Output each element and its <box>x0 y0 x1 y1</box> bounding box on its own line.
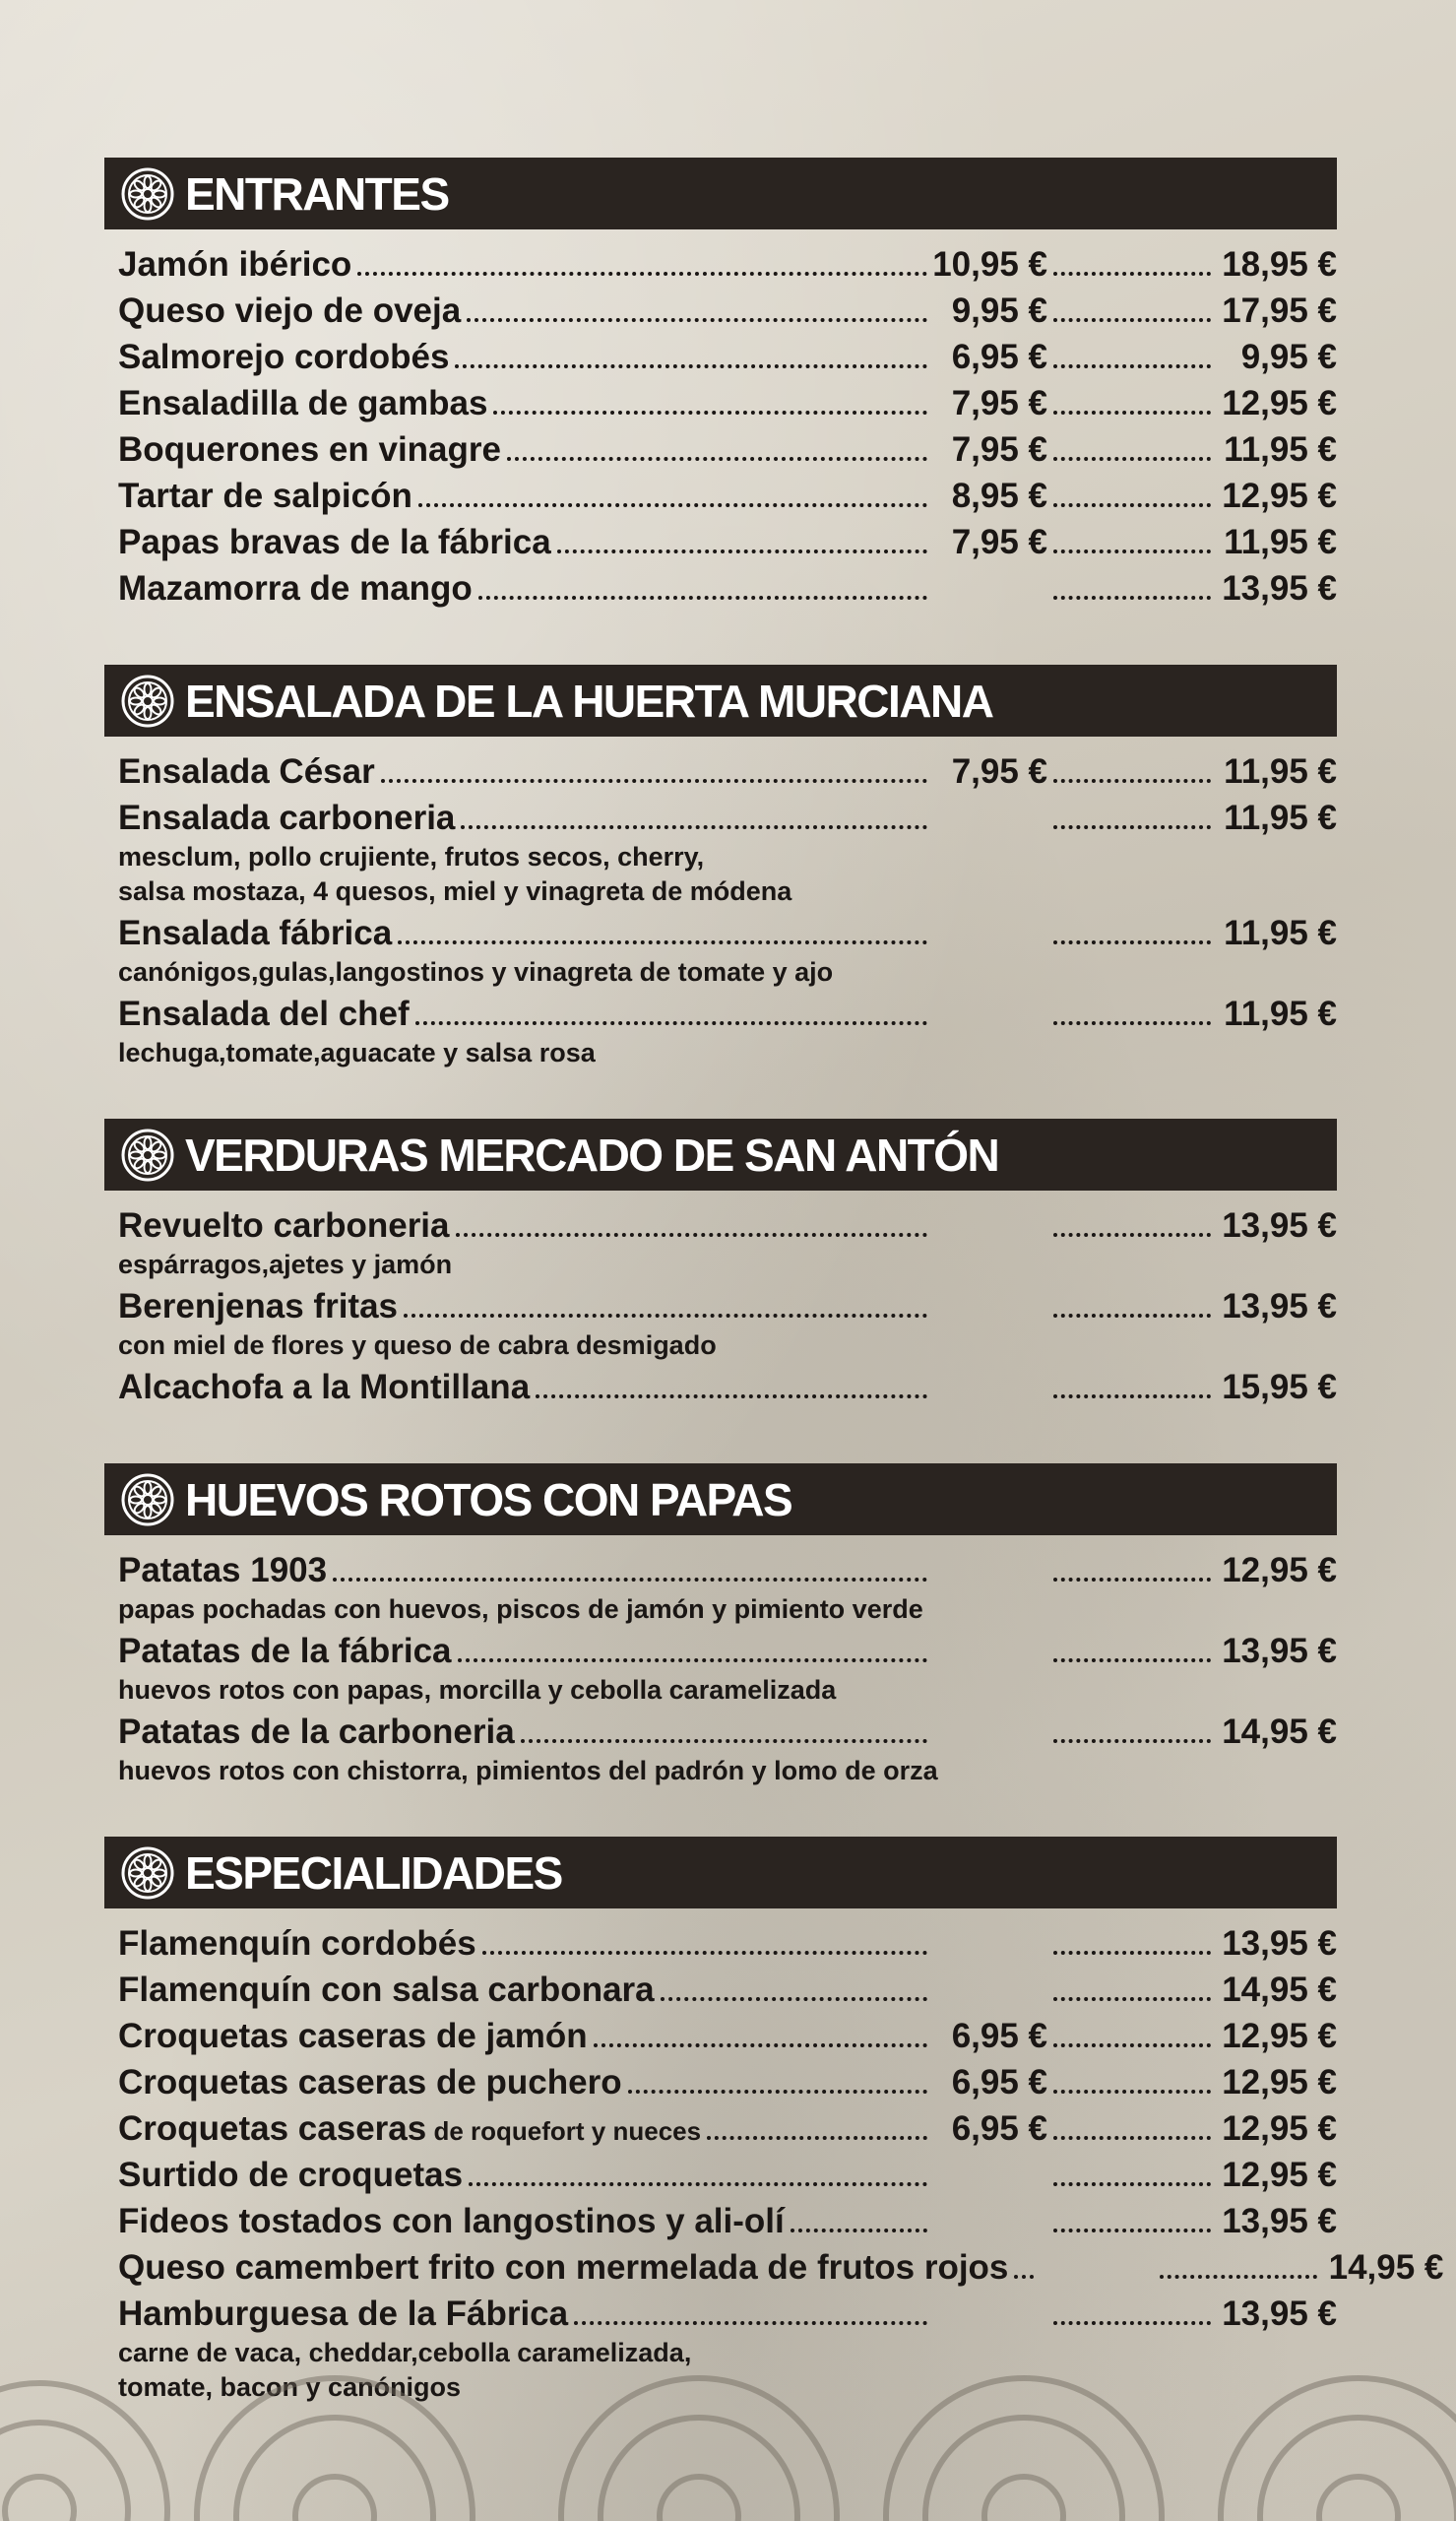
menu-item <box>118 752 1337 799</box>
dot-leader <box>381 779 927 783</box>
price-full: 12,95 € <box>1222 2017 1337 2055</box>
price-full: 12,95 € <box>1222 2063 1337 2101</box>
item-name <box>118 2063 622 2102</box>
price-full: 12,95 € <box>1222 384 1337 422</box>
dot-leader <box>557 549 927 553</box>
item-list <box>104 229 1337 615</box>
price-half: 6,95 € <box>951 2017 1047 2055</box>
price-full: 12,95 € <box>1222 477 1337 515</box>
menu-item <box>118 799 1337 908</box>
price-half: 9,95 € <box>951 291 1047 330</box>
price-full: 13,95 € <box>1222 1632 1337 1670</box>
menu-item <box>118 914 1337 989</box>
item-name-text: Queso camembert frito con mermelada de frutos rojos <box>118 2248 1009 2287</box>
item-name <box>118 569 473 609</box>
section-title: ENSALADA DE LA HUERTA MURCIANA <box>185 675 993 727</box>
dot-leader <box>507 457 927 461</box>
price-half: 6,95 € <box>951 2109 1047 2148</box>
item-name-text: Ensalada fábrica <box>118 914 393 952</box>
price-full: 13,95 € <box>1222 2295 1337 2333</box>
menu-item <box>118 1368 1337 1414</box>
menu-section <box>104 1837 1444 2404</box>
item-name <box>118 1971 655 2010</box>
item-row <box>118 1287 1337 1333</box>
item-name <box>118 1924 476 1964</box>
dot-leader <box>707 2136 927 2140</box>
item-row <box>118 1924 1337 1971</box>
item-name-text: Boquerones en vinagre <box>118 430 501 469</box>
dot-leader <box>1053 2090 1211 2094</box>
section-title: ESPECIALIDADES <box>185 1846 562 1899</box>
rosette-icon <box>120 1472 175 1527</box>
item-description: lechuga,tomate,aguacate y salsa rosa <box>118 1038 596 1067</box>
price-full: 12,95 € <box>1222 1551 1337 1589</box>
dot-leader <box>1053 549 1211 553</box>
item-name <box>118 245 351 285</box>
menu-section <box>104 1463 1337 1787</box>
dot-leader <box>1053 1314 1211 1318</box>
section-header <box>104 665 1337 737</box>
item-description: papas pochadas con huevos, piscos de jamón y pimiento verde <box>118 1594 923 1624</box>
item-row <box>118 1368 1337 1414</box>
price-full: 14,95 € <box>1222 1713 1337 1751</box>
price-half: 7,95 € <box>951 384 1047 422</box>
dot-leader <box>791 2229 927 2232</box>
item-row <box>118 245 1337 291</box>
item-name-text: Fideos tostados con langostinos y ali-olí <box>118 2202 785 2240</box>
dot-leader <box>456 1233 928 1237</box>
menu-item <box>118 2063 1337 2109</box>
item-name <box>118 799 455 838</box>
dot-leader <box>1053 1997 1211 2001</box>
section-title: VERDURAS MERCADO DE SAN ANTÓN <box>185 1129 999 1181</box>
item-name <box>118 2109 701 2149</box>
menu-item <box>118 1206 1337 1281</box>
item-row <box>118 2248 1444 2295</box>
item-name <box>118 1206 450 1246</box>
dot-leader <box>1053 318 1211 322</box>
dot-leader <box>1053 1951 1211 1955</box>
item-row <box>118 914 1337 960</box>
dot-leader <box>1053 1578 1211 1582</box>
item-name-text: Jamón ibérico <box>118 245 352 284</box>
dot-leader <box>415 1021 927 1025</box>
dot-leader <box>493 411 927 415</box>
dot-leader <box>1053 1658 1211 1662</box>
menu-item <box>118 1632 1337 1707</box>
item-row <box>118 995 1337 1041</box>
price-full: 13,95 € <box>1222 1287 1337 1325</box>
dot-leader <box>1014 2275 1034 2279</box>
item-name <box>118 914 392 953</box>
price-half: 7,95 € <box>951 752 1047 791</box>
item-name-text: Ensaladilla de gambas <box>118 384 488 422</box>
item-name-text: Croquetas caseras de puchero <box>118 2063 622 2101</box>
item-name-text: Flamenquín cordobés <box>118 1924 476 1963</box>
dot-leader <box>661 1997 927 2001</box>
menu-item <box>118 2248 1444 2295</box>
dot-leader <box>1053 825 1211 829</box>
dot-leader <box>482 1951 927 1955</box>
price-full: 12,95 € <box>1222 2156 1337 2194</box>
dot-leader <box>1053 1021 1211 1025</box>
price-full: 13,95 € <box>1222 1206 1337 1245</box>
section-title: ENTRANTES <box>185 167 449 220</box>
menu-item <box>118 430 1337 477</box>
item-name-text: Patatas 1903 <box>118 1551 328 1589</box>
menu-item <box>118 338 1337 384</box>
item-name <box>118 477 412 516</box>
menu-item <box>118 291 1337 338</box>
item-row <box>118 752 1337 799</box>
dot-leader <box>467 318 927 322</box>
price-half: 7,95 € <box>951 430 1047 469</box>
section-header <box>104 1837 1337 1908</box>
item-name-text: Tartar de salpicón <box>118 477 412 515</box>
section-header <box>104 158 1337 229</box>
price-full: 11,95 € <box>1224 523 1337 561</box>
price-full: 11,95 € <box>1224 995 1337 1033</box>
item-name-text: Croquetas caseras de jamón <box>118 2017 588 2055</box>
item-name <box>118 1632 452 1671</box>
dot-leader <box>1053 2043 1211 2047</box>
item-name <box>118 430 501 470</box>
item-name-text: Revuelto carboneria <box>118 1206 450 1245</box>
item-name-text: Ensalada César <box>118 752 375 791</box>
dot-leader <box>1053 2136 1211 2140</box>
item-description: mesclum, pollo crujiente, frutos secos, cherry, <box>118 842 705 872</box>
dot-leader <box>333 1578 927 1582</box>
price-full: 12,95 € <box>1222 2109 1337 2148</box>
section-header <box>104 1463 1337 1535</box>
price-full: 13,95 € <box>1222 1924 1337 1963</box>
item-name-text: Hamburguesa de la Fábrica <box>118 2295 569 2333</box>
item-name <box>118 1713 515 1752</box>
dot-leader <box>1053 2229 1211 2232</box>
item-name-text: Berenjenas fritas <box>118 1287 399 1325</box>
price-full: 9,95 € <box>1240 338 1337 376</box>
item-row <box>118 569 1337 615</box>
dot-leader <box>1053 1233 1211 1237</box>
item-list <box>104 1535 1337 1787</box>
item-description: salsa mostaza, 4 quesos, miel y vinagreta de módena <box>118 876 792 906</box>
rosette-icon <box>120 1845 175 1901</box>
menu-item <box>118 384 1337 430</box>
item-name <box>118 338 449 377</box>
dot-leader <box>469 2182 927 2186</box>
item-row <box>118 1971 1337 2017</box>
dot-leader <box>1053 779 1211 783</box>
price-full: 13,95 € <box>1222 2202 1337 2240</box>
dot-leader <box>628 2090 927 2094</box>
dot-leader <box>1053 503 1211 507</box>
item-row <box>118 2063 1337 2109</box>
item-name-text: Salmorejo cordobés <box>118 338 450 376</box>
dot-leader <box>536 1394 927 1398</box>
price-full: 11,95 € <box>1224 799 1337 837</box>
menu-item <box>118 1924 1337 1971</box>
price-half: 10,95 € <box>932 245 1047 284</box>
item-name-text: Papas bravas de la fábrica <box>118 523 551 561</box>
price-full: 14,95 € <box>1222 1971 1337 2009</box>
item-name <box>118 995 410 1034</box>
item-name-text: Patatas de la carboneria <box>118 1713 515 1751</box>
dot-leader <box>1053 2182 1211 2186</box>
menu-item <box>118 569 1337 615</box>
item-name-detail: de roquefort y nueces <box>426 2116 702 2146</box>
item-row <box>118 2109 1337 2156</box>
item-row <box>118 291 1337 338</box>
price-full: 15,95 € <box>1222 1368 1337 1406</box>
dot-leader <box>461 825 927 829</box>
dot-leader <box>594 2043 927 2047</box>
section-header <box>104 1119 1337 1191</box>
dot-leader <box>1053 1739 1211 1743</box>
dot-leader <box>1053 411 1211 415</box>
menu-item <box>118 245 1337 291</box>
menu-item <box>118 1287 1337 1362</box>
price-full: 18,95 € <box>1222 245 1337 284</box>
menu-section <box>104 1119 1337 1414</box>
item-name-text: Ensalada carboneria <box>118 799 456 837</box>
price-full: 14,95 € <box>1328 2248 1444 2287</box>
price-half: 8,95 € <box>951 477 1047 515</box>
price-full: 11,95 € <box>1224 752 1337 791</box>
item-name <box>118 523 551 562</box>
item-name <box>118 2248 1008 2288</box>
rosette-icon <box>120 1128 175 1183</box>
item-list <box>104 737 1337 1069</box>
item-description: huevos rotos con papas, morcilla y cebolla caramelizada <box>118 1675 837 1705</box>
item-row <box>118 338 1337 384</box>
item-row <box>118 477 1337 523</box>
item-description: con miel de flores y queso de cabra desmigado <box>118 1330 717 1360</box>
item-row <box>118 799 1337 845</box>
item-name-text: Flamenquín con salsa carbonara <box>118 1971 655 2009</box>
item-name <box>118 291 461 331</box>
item-name <box>118 1551 327 1590</box>
menu-section <box>104 665 1337 1069</box>
price-half: 7,95 € <box>951 523 1047 561</box>
dot-leader <box>1053 940 1211 944</box>
price-full: 11,95 € <box>1224 430 1337 469</box>
item-name <box>118 1287 398 1326</box>
item-name <box>118 2295 568 2334</box>
rosette-decoration <box>0 2354 1456 2521</box>
price-half: 6,95 € <box>951 2063 1047 2101</box>
item-list <box>104 1908 1444 2404</box>
price-half: 6,95 € <box>951 338 1047 376</box>
dot-leader <box>478 596 927 600</box>
item-name <box>118 2202 785 2241</box>
dot-leader <box>398 940 927 944</box>
menu-item <box>118 2202 1337 2248</box>
item-name-text: Croquetas caseras <box>118 2109 427 2148</box>
item-description: canónigos,gulas,langostinos y vinagreta de tomate y ajo <box>118 957 834 987</box>
menu-item <box>118 1713 1337 1787</box>
item-name <box>118 752 375 792</box>
dot-leader <box>1053 2321 1211 2325</box>
rosette-icon <box>120 166 175 222</box>
item-list <box>104 1191 1337 1414</box>
item-row <box>118 1206 1337 1253</box>
item-row <box>118 1713 1337 1759</box>
menu-item <box>118 1971 1337 2017</box>
dot-leader <box>521 1739 927 1743</box>
item-row <box>118 430 1337 477</box>
menu-section <box>104 158 1337 615</box>
dot-leader <box>574 2321 927 2325</box>
price-full: 13,95 € <box>1222 569 1337 608</box>
menu-item <box>118 1551 1337 1626</box>
menu <box>104 158 1444 2453</box>
dot-leader <box>1053 364 1211 368</box>
item-description: carne de vaca, cheddar,cebolla caramelizada, <box>118 2338 692 2367</box>
item-row <box>118 1551 1337 1597</box>
item-name-text: Patatas de la fábrica <box>118 1632 452 1670</box>
item-row <box>118 523 1337 569</box>
item-row <box>118 384 1337 430</box>
dot-leader <box>458 1658 928 1662</box>
item-name-text: Mazamorra de mango <box>118 569 473 608</box>
item-name <box>118 384 487 423</box>
item-name-text: Ensalada del chef <box>118 995 410 1033</box>
menu-item <box>118 477 1337 523</box>
item-row <box>118 2295 1337 2341</box>
menu-item <box>118 2017 1337 2063</box>
dot-leader <box>357 272 927 276</box>
item-row <box>118 1632 1337 1678</box>
item-row <box>118 2017 1337 2063</box>
dot-leader <box>404 1314 927 1318</box>
section-title: HUEVOS ROTOS CON PAPAS <box>185 1473 792 1525</box>
dot-leader <box>1053 596 1211 600</box>
item-name <box>118 1368 530 1407</box>
menu-item <box>118 995 1337 1069</box>
item-description: huevos rotos con chistorra, pimientos del padrón y lomo de orza <box>118 1756 938 1785</box>
item-name <box>118 2156 463 2195</box>
item-row <box>118 2202 1337 2248</box>
menu-item <box>118 523 1337 569</box>
item-name-text: Surtido de croquetas <box>118 2156 464 2194</box>
menu-item <box>118 2156 1337 2202</box>
price-full: 17,95 € <box>1222 291 1337 330</box>
item-description: espárragos,ajetes y jamón <box>118 1250 453 1279</box>
menu-item <box>118 2109 1337 2156</box>
dot-leader <box>1053 1394 1211 1398</box>
dot-leader <box>1160 2275 1317 2279</box>
dot-leader <box>1053 272 1211 276</box>
dot-leader <box>455 364 927 368</box>
item-name <box>118 2017 588 2056</box>
dot-leader <box>1053 457 1211 461</box>
rosette-icon <box>120 674 175 729</box>
dot-leader <box>418 503 927 507</box>
item-name-text: Queso viejo de oveja <box>118 291 462 330</box>
item-name-text: Alcachofa a la Montillana <box>118 1368 531 1406</box>
price-full: 11,95 € <box>1224 914 1337 952</box>
item-row <box>118 2156 1337 2202</box>
item-description: tomate, bacon y canónigos <box>118 2372 462 2402</box>
